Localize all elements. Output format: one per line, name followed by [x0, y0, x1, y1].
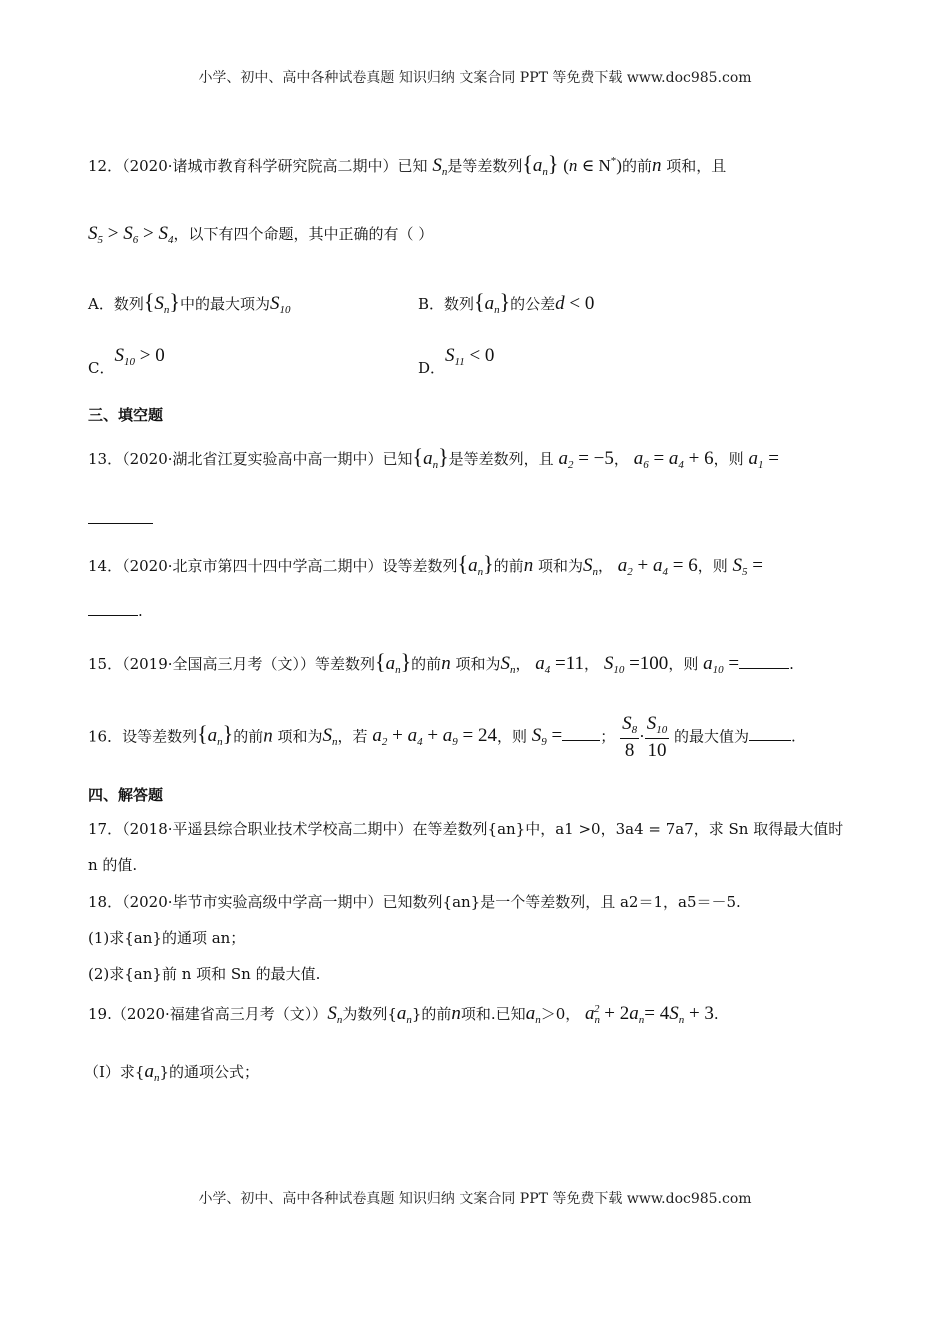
q14-text-1: 的前: [493, 557, 524, 575]
q13-math-a1: $a_1$ =: [748, 448, 779, 471]
q12-math-sn: $S_n$: [432, 155, 448, 178]
q15-text-4: ，: [584, 655, 600, 673]
question-19: [88, 1002, 719, 1028]
q16-text-0: 设等差数列: [122, 727, 198, 746]
q16-text-5: ；: [600, 727, 616, 746]
q12-math-inequality: $S_5 > S_6 > S_4$: [88, 223, 174, 246]
q12-option-c-math: $S_{10} > 0$: [114, 345, 165, 368]
q19-part-1-text-b: }的通项公式；: [159, 1063, 260, 1081]
q16-fraction-s8-over-8: $\frac{S_8}{8}$: [622, 713, 638, 761]
question-18-part-2: (2)求{an}前 n 项和 Sn 的最大值.: [88, 965, 321, 983]
q12-text-2: 的前: [621, 157, 652, 175]
q13-number: 13．: [88, 450, 123, 468]
q13-text-1: 是等差数列，且: [448, 450, 554, 468]
q14-text-3: ，: [597, 557, 613, 575]
q16-text-4: ，则: [497, 727, 528, 746]
q12-text-3: 项和，且: [666, 157, 727, 175]
q12-option-c: [88, 344, 165, 377]
q14-end: .: [138, 602, 143, 620]
q13-answer-blank[interactable]: [88, 510, 153, 529]
q16-end: .: [791, 727, 796, 746]
section-4-title: 四、解答题: [88, 786, 164, 804]
q16-text-1: 的前: [233, 727, 264, 746]
q14-math-sum: $a_2 + a_4 = 6$: [617, 555, 698, 578]
q14-math-sn: $S_n$: [582, 555, 598, 578]
q15-number: 15．: [88, 655, 123, 673]
q19-part-1-text: （Ⅰ）求{: [84, 1063, 145, 1081]
q12-option-b-label: B．数列: [418, 295, 475, 313]
q19-number: 19.: [88, 1005, 112, 1023]
page-header: 小学、初中、高中各种试卷真题 知识归纳 文案合同 PPT 等免费下载 www.doc985.com: [198, 70, 752, 86]
question-17-line-1: 17．（2018·平遥县综合职业技术学校高二期中）在等差数列{an}中，a1 >0，3a4 = 7a7，求 Sn 取得最大值时: [88, 820, 844, 838]
q12-math-domain: (n ∈ N*): [563, 155, 622, 175]
q13-math-a6: $a_6 = a_4 + 6$: [633, 448, 714, 471]
q14-text-4: ，则: [697, 557, 728, 575]
q16-math-an: $\{a_n\}$: [197, 721, 234, 749]
q15-math-n: n: [441, 653, 451, 674]
q19-math-an: $a_n$: [396, 1003, 412, 1026]
q12-option-a-math-sn: $\{S_n\}$: [143, 289, 180, 316]
q15-text-5: ，则: [668, 655, 699, 673]
q15-math-s10: $S_{10} =100$: [603, 653, 669, 676]
q14-source: （2020·北京市第四十四中学高二期中）设等差数列: [122, 557, 458, 575]
q19-end: .: [713, 1005, 719, 1023]
question-17-line-2: n 的值.: [88, 856, 138, 874]
q12-option-a-text: 中的最大项为: [179, 295, 270, 313]
q14-math-s5: $S_5$ =: [732, 555, 763, 578]
question-12-line-1: [88, 150, 726, 180]
q19-text-1: 为数列{: [342, 1005, 397, 1023]
q12-text-1: 是等差数列: [447, 157, 523, 175]
q12-option-d: [418, 344, 495, 377]
q15-end: .: [789, 655, 794, 673]
q16-fraction-s10-over-10: $\frac{S_{10}}{10}$: [646, 713, 668, 761]
q15-answer-blank[interactable]: [739, 656, 789, 669]
question-15: [88, 648, 794, 678]
q12-option-d-math: $S_{11} < 0$: [445, 345, 495, 368]
q16-dot: ·: [639, 726, 645, 746]
q13-math-a2: $a_2 = -5$: [558, 448, 614, 471]
q16-answer-blank-2[interactable]: [749, 728, 791, 741]
q14-math-an: $\{a_n\}$: [457, 551, 494, 578]
q12-option-b-math-an: $\{a_n\}$: [474, 289, 511, 316]
q13-source: （2020·湖北省江夏实验高中高一期中）已知: [122, 450, 413, 468]
q16-math-sn: $S_n$: [322, 725, 338, 749]
q13-math-an: $\{a_n\}$: [412, 444, 449, 471]
q19-source: （2020·福建省高三月考（文））: [111, 1005, 328, 1023]
q14-text-2: 项和为: [537, 557, 583, 575]
page-footer: 小学、初中、高中各种试卷真题 知识归纳 文案合同 PPT 等免费下载 www.doc985.com: [198, 1191, 752, 1207]
q16-text-6: 的最大值为: [674, 727, 750, 746]
q19-text-4: ＞0，: [540, 1005, 581, 1023]
q15-source: （2019·全国高三月考（文））等差数列: [122, 655, 376, 673]
q12-text-4: ，以下有四个命题，其中正确的有（ ）: [173, 225, 434, 243]
section-3-title: 三、填空题: [88, 406, 164, 424]
question-18-line-1: 18．（2020·毕节市实验高级中学高一期中）已知数列{an}是一个等差数列，且 a2＝1，a5＝－5.: [88, 893, 741, 911]
q16-text-2: 项和为: [277, 727, 323, 746]
q15-text-3: ，: [515, 655, 531, 673]
q12-option-b-text: 的公差: [510, 295, 556, 313]
q14-number: 14．: [88, 557, 123, 575]
q19-math-n: n: [451, 1003, 461, 1024]
q12-math-n: n: [651, 155, 662, 176]
q16-math-sum: $a_2 + a_4 + a_9 = 24$: [372, 725, 497, 749]
q19-text-3: 项和.已知: [460, 1005, 526, 1023]
q19-math-sn: $S_n$: [327, 1003, 343, 1026]
question-18-part-1: (1)求{an}的通项 an；: [88, 929, 246, 947]
q19-math-equation: $a_n^2 + 2a_n= 4S_n + 3$: [585, 1003, 714, 1026]
q12-option-a-math-s10: $S_{10}$: [269, 293, 291, 316]
q16-math-n: n: [263, 725, 273, 747]
q15-math-an: $\{a_n\}$: [375, 649, 412, 676]
q15-text-1: 的前: [411, 655, 442, 673]
q12-option-b: [418, 288, 594, 318]
q15-text-2: 项和为: [455, 655, 501, 673]
q19-text-2: }的前: [411, 1005, 452, 1023]
question-16: [88, 712, 796, 763]
q13-text-3: ，则: [713, 450, 744, 468]
question-12-line-2: [88, 222, 433, 248]
q12-option-b-math-d: d < 0: [555, 293, 595, 314]
q16-number: 16．: [88, 727, 123, 746]
q12-number: 12．: [88, 157, 123, 175]
q16-answer-blank-1[interactable]: [562, 728, 600, 741]
q12-option-c-label: C．: [88, 359, 115, 377]
q14-math-n: n: [523, 555, 534, 576]
q13-text-2: ，: [613, 450, 629, 468]
q16-math-s9: $S_9$ =: [531, 725, 563, 749]
q19-part-1-math-an: $a_n$: [144, 1061, 160, 1084]
question-19-part-1: [84, 1060, 259, 1086]
q15-math-a4: $a_4 =11$: [535, 653, 585, 676]
q12-option-a: [88, 288, 290, 318]
q12-option-a-label: A．数列: [88, 295, 144, 313]
q16-text-3: ，若: [337, 727, 368, 746]
q19-math-an-positive: $a_n$: [525, 1003, 541, 1026]
question-13: [88, 443, 779, 473]
q15-math-a10: $a_{10}$ =: [703, 653, 740, 676]
q12-math-an: $\{a_n\}$: [522, 151, 559, 178]
q12-source: （2020·诸城市教育科学研究院高二期中）已知: [122, 157, 428, 175]
q12-option-d-label: D．: [418, 359, 446, 377]
q14-answer-blank[interactable]: [88, 602, 143, 621]
q15-math-sn: $S_n$: [500, 653, 516, 676]
question-14: [88, 550, 763, 580]
